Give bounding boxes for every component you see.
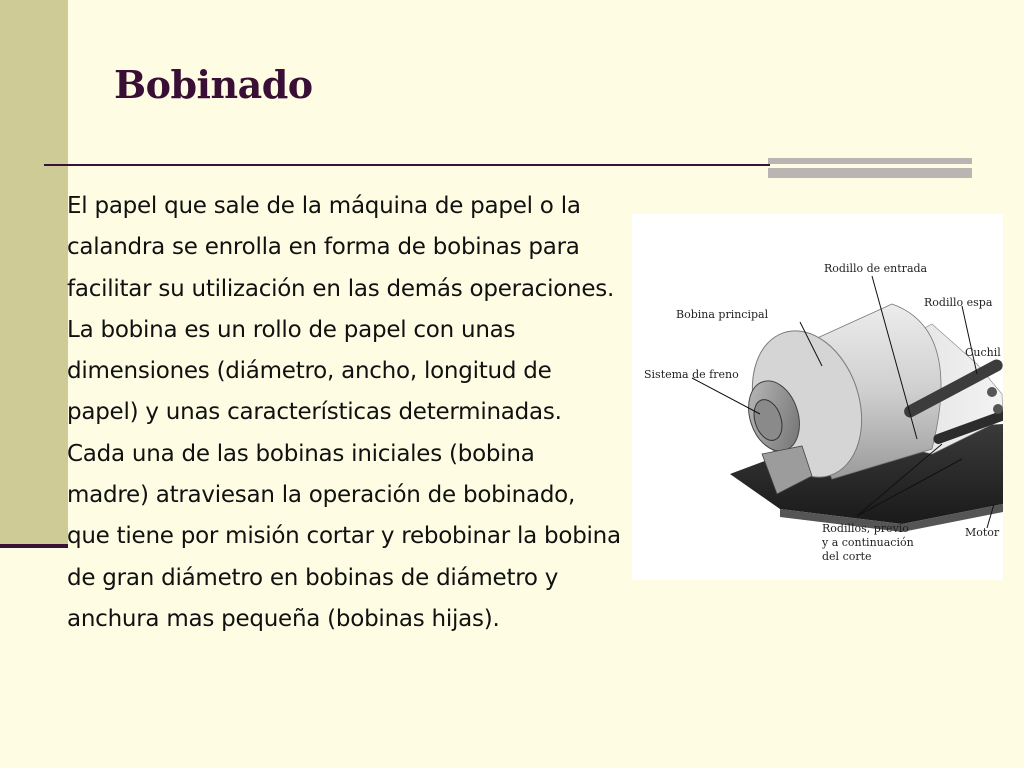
label-rodillos-3: del corte	[822, 550, 872, 563]
paragraph-2: La bobina es un rollo de papel con unas dimensiones (diámetro, ancho, longitud de papel) y unas características determinadas.	[67, 316, 562, 426]
left-accent-bar-foot	[0, 544, 68, 548]
label-sistema-freno: Sistema de freno	[644, 368, 739, 381]
title-divider	[44, 164, 770, 166]
title-divider-gray-top	[768, 158, 972, 164]
winding-machine-drawing	[632, 214, 1003, 580]
title-divider-gray-bottom	[768, 168, 972, 178]
slide-title: Bobinado	[114, 62, 313, 107]
label-bobina-principal: Bobina principal	[676, 308, 769, 321]
label-rodillos-2: y a continuación	[822, 536, 914, 549]
left-accent-bar	[0, 0, 68, 545]
slide-body	[67, 186, 623, 640]
winding-machine-figure	[632, 214, 1003, 580]
paragraph-3: Cada una de las bobinas iniciales (bobina madre) atraviesan la operación de bobinado, que tiene por misión cortar y rebobinar la bobina de gran diámetro en bobinas de diámetro y anchura mas pequeña (bobinas hijas).	[67, 440, 621, 632]
label-cuchillas: Cuchil	[965, 346, 1001, 359]
label-rodillo-entrada: Rodillo de entrada	[824, 262, 928, 275]
label-rodillos-1: Rodillos, previo	[822, 522, 909, 535]
label-rodillo-esparcidor: Rodillo espa	[924, 296, 993, 309]
paragraph-1: El papel que sale de la máquina de papel o la calandra se enrolla en forma de bobinas para facilitar su utilización en las demás operaciones.	[67, 193, 615, 302]
label-motor: Motor	[965, 526, 1000, 539]
